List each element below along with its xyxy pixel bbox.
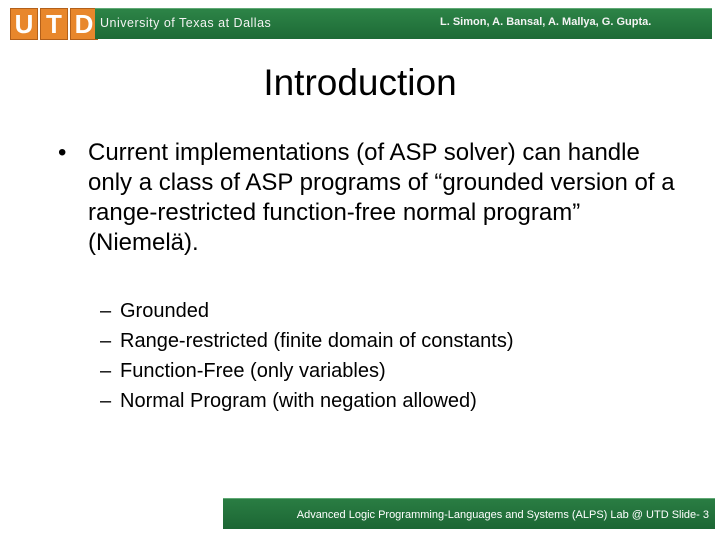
- footer-text: Advanced Logic Programming-Languages and Systems (ALPS) Lab @ UTD Slide- 3: [296, 509, 709, 521]
- sub-item-text: Range-restricted (finite domain of constants): [120, 330, 514, 352]
- slide-footer: [223, 498, 715, 529]
- authors-line: L. Simon, A. Bansal, A. Mallya, G. Gupta.: [440, 16, 652, 28]
- sub-item-text: Normal Program (with negation allowed): [120, 390, 477, 412]
- dash-marker: –: [100, 330, 112, 352]
- sub-item-text: Grounded: [120, 300, 209, 322]
- list-item: [100, 326, 660, 356]
- list-item: [100, 386, 660, 416]
- list-item: [100, 356, 660, 386]
- logo-letter-u: U: [10, 8, 38, 40]
- dash-marker: –: [100, 360, 112, 382]
- sub-bullet-list: [100, 296, 660, 416]
- university-name: University of Texas at Dallas: [100, 16, 272, 30]
- dash-marker: –: [100, 300, 112, 322]
- list-item: [100, 296, 660, 326]
- sub-item-text: Function-Free (only variables): [120, 360, 386, 382]
- slide-title: Introduction: [263, 62, 457, 103]
- logo-letter-d: D: [70, 8, 98, 40]
- logo-letter-t: T: [40, 8, 68, 40]
- main-bullet-text: Current implementations (of ASP solver) can handle only a class of ASP programs of “grounded version of a range-restricted function-free normal program” (Niemelä).: [88, 139, 675, 256]
- slide-header: [0, 0, 720, 46]
- dash-marker: –: [100, 390, 112, 412]
- utd-logo: [10, 8, 100, 40]
- bullet-marker: •: [58, 139, 67, 166]
